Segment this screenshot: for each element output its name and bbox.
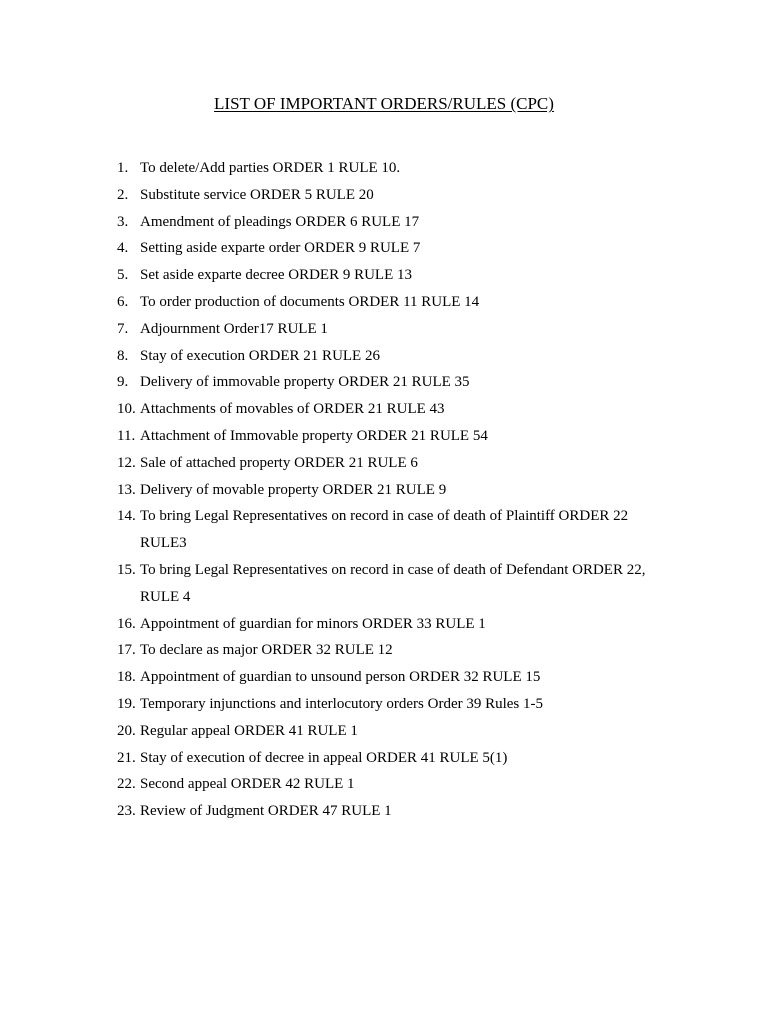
item-number: 20. <box>117 722 136 739</box>
item-text: Amendment of pleadings ORDER 6 RULE 17 <box>140 213 420 230</box>
list-item <box>117 557 657 611</box>
item-number: 11. <box>117 427 136 444</box>
list-item <box>117 477 657 504</box>
item-number: 21. <box>117 749 136 766</box>
item-text: To bring Legal Representatives on record in case of death of Defendant ORDER 22, RULE 4 <box>140 561 646 605</box>
item-text: Appointment of guardian to unsound person ORDER 32 RULE 15 <box>140 669 541 686</box>
item-text: Delivery of movable property ORDER 21 RULE 9 <box>140 481 447 498</box>
item-number: 10. <box>117 401 136 418</box>
list-item <box>117 798 657 825</box>
item-text: Second appeal ORDER 42 RULE 1 <box>140 776 355 793</box>
list-item <box>117 691 657 718</box>
item-number: 8. <box>117 347 129 364</box>
item-number: 3. <box>117 213 129 230</box>
item-number: 4. <box>117 240 129 257</box>
item-number: 9. <box>117 374 129 391</box>
item-text: Stay of execution ORDER 21 RULE 26 <box>140 347 380 364</box>
list-item <box>117 316 657 343</box>
item-number: 2. <box>117 186 129 203</box>
item-text: Delivery of immovable property ORDER 21 RULE 35 <box>140 374 470 391</box>
item-number: 13. <box>117 481 136 498</box>
list-item <box>117 182 657 209</box>
orders-rules-list <box>117 155 657 825</box>
item-text: Adjournment Order17 RULE 1 <box>140 320 328 337</box>
list-item <box>117 235 657 262</box>
item-text: Attachment of Immovable property ORDER 21 RULE 54 <box>140 427 488 444</box>
item-number: 19. <box>117 695 136 712</box>
item-number: 15. <box>117 561 136 578</box>
item-number: 1. <box>117 160 129 176</box>
document-title: LIST OF IMPORTANT ORDERS/RULES (CPC) <box>214 94 554 113</box>
item-number: 5. <box>117 267 129 284</box>
list-item <box>117 369 657 396</box>
item-text: Stay of execution of decree in appeal ORDER 41 RULE 5(1) <box>140 749 508 766</box>
item-text: Setting aside exparte order ORDER 9 RULE 7 <box>140 240 421 257</box>
item-text: Sale of attached property ORDER 21 RULE 6 <box>140 454 418 471</box>
list-item <box>117 503 657 557</box>
item-number: 22. <box>117 776 136 793</box>
item-number: 12. <box>117 454 136 471</box>
list-item <box>117 771 657 798</box>
list-item <box>117 637 657 664</box>
item-text: Attachments of movables of ORDER 21 RULE 43 <box>140 401 445 418</box>
list-item <box>117 423 657 450</box>
list-item <box>117 611 657 638</box>
list-item <box>117 745 657 772</box>
item-text: To order production of documents ORDER 11 RULE 14 <box>140 293 480 310</box>
item-number: 17. <box>117 642 136 659</box>
item-number: 18. <box>117 669 136 686</box>
item-text: Temporary injunctions and interlocutory orders Order 39 Rules 1-5 <box>140 695 544 712</box>
item-text: To bring Legal Representatives on record in case of death of Plaintiff ORDER 22 RULE3 <box>140 508 629 552</box>
item-number: 23. <box>117 803 136 820</box>
item-text: Substitute service ORDER 5 RULE 20 <box>140 186 374 203</box>
list-item <box>117 262 657 289</box>
list-item <box>117 664 657 691</box>
list-item <box>117 396 657 423</box>
item-number: 6. <box>117 293 129 310</box>
item-number: 14. <box>117 508 136 525</box>
list-item <box>117 343 657 370</box>
item-number: 16. <box>117 615 136 632</box>
item-text: To declare as major ORDER 32 RULE 12 <box>140 642 393 659</box>
list-item <box>117 289 657 316</box>
item-text: Set aside exparte decree ORDER 9 RULE 13 <box>140 267 412 284</box>
item-number: 7. <box>117 320 129 337</box>
item-text: Regular appeal ORDER 41 RULE 1 <box>140 722 358 739</box>
list-item <box>117 155 657 182</box>
item-text: Review of Judgment ORDER 47 RULE 1 <box>140 803 392 820</box>
list-item <box>117 209 657 236</box>
item-text: To delete/Add parties ORDER 1 RULE 10. <box>140 160 401 176</box>
list-item <box>117 718 657 745</box>
item-text: Appointment of guardian for minors ORDER 33 RULE 1 <box>140 615 486 632</box>
list-item <box>117 450 657 477</box>
